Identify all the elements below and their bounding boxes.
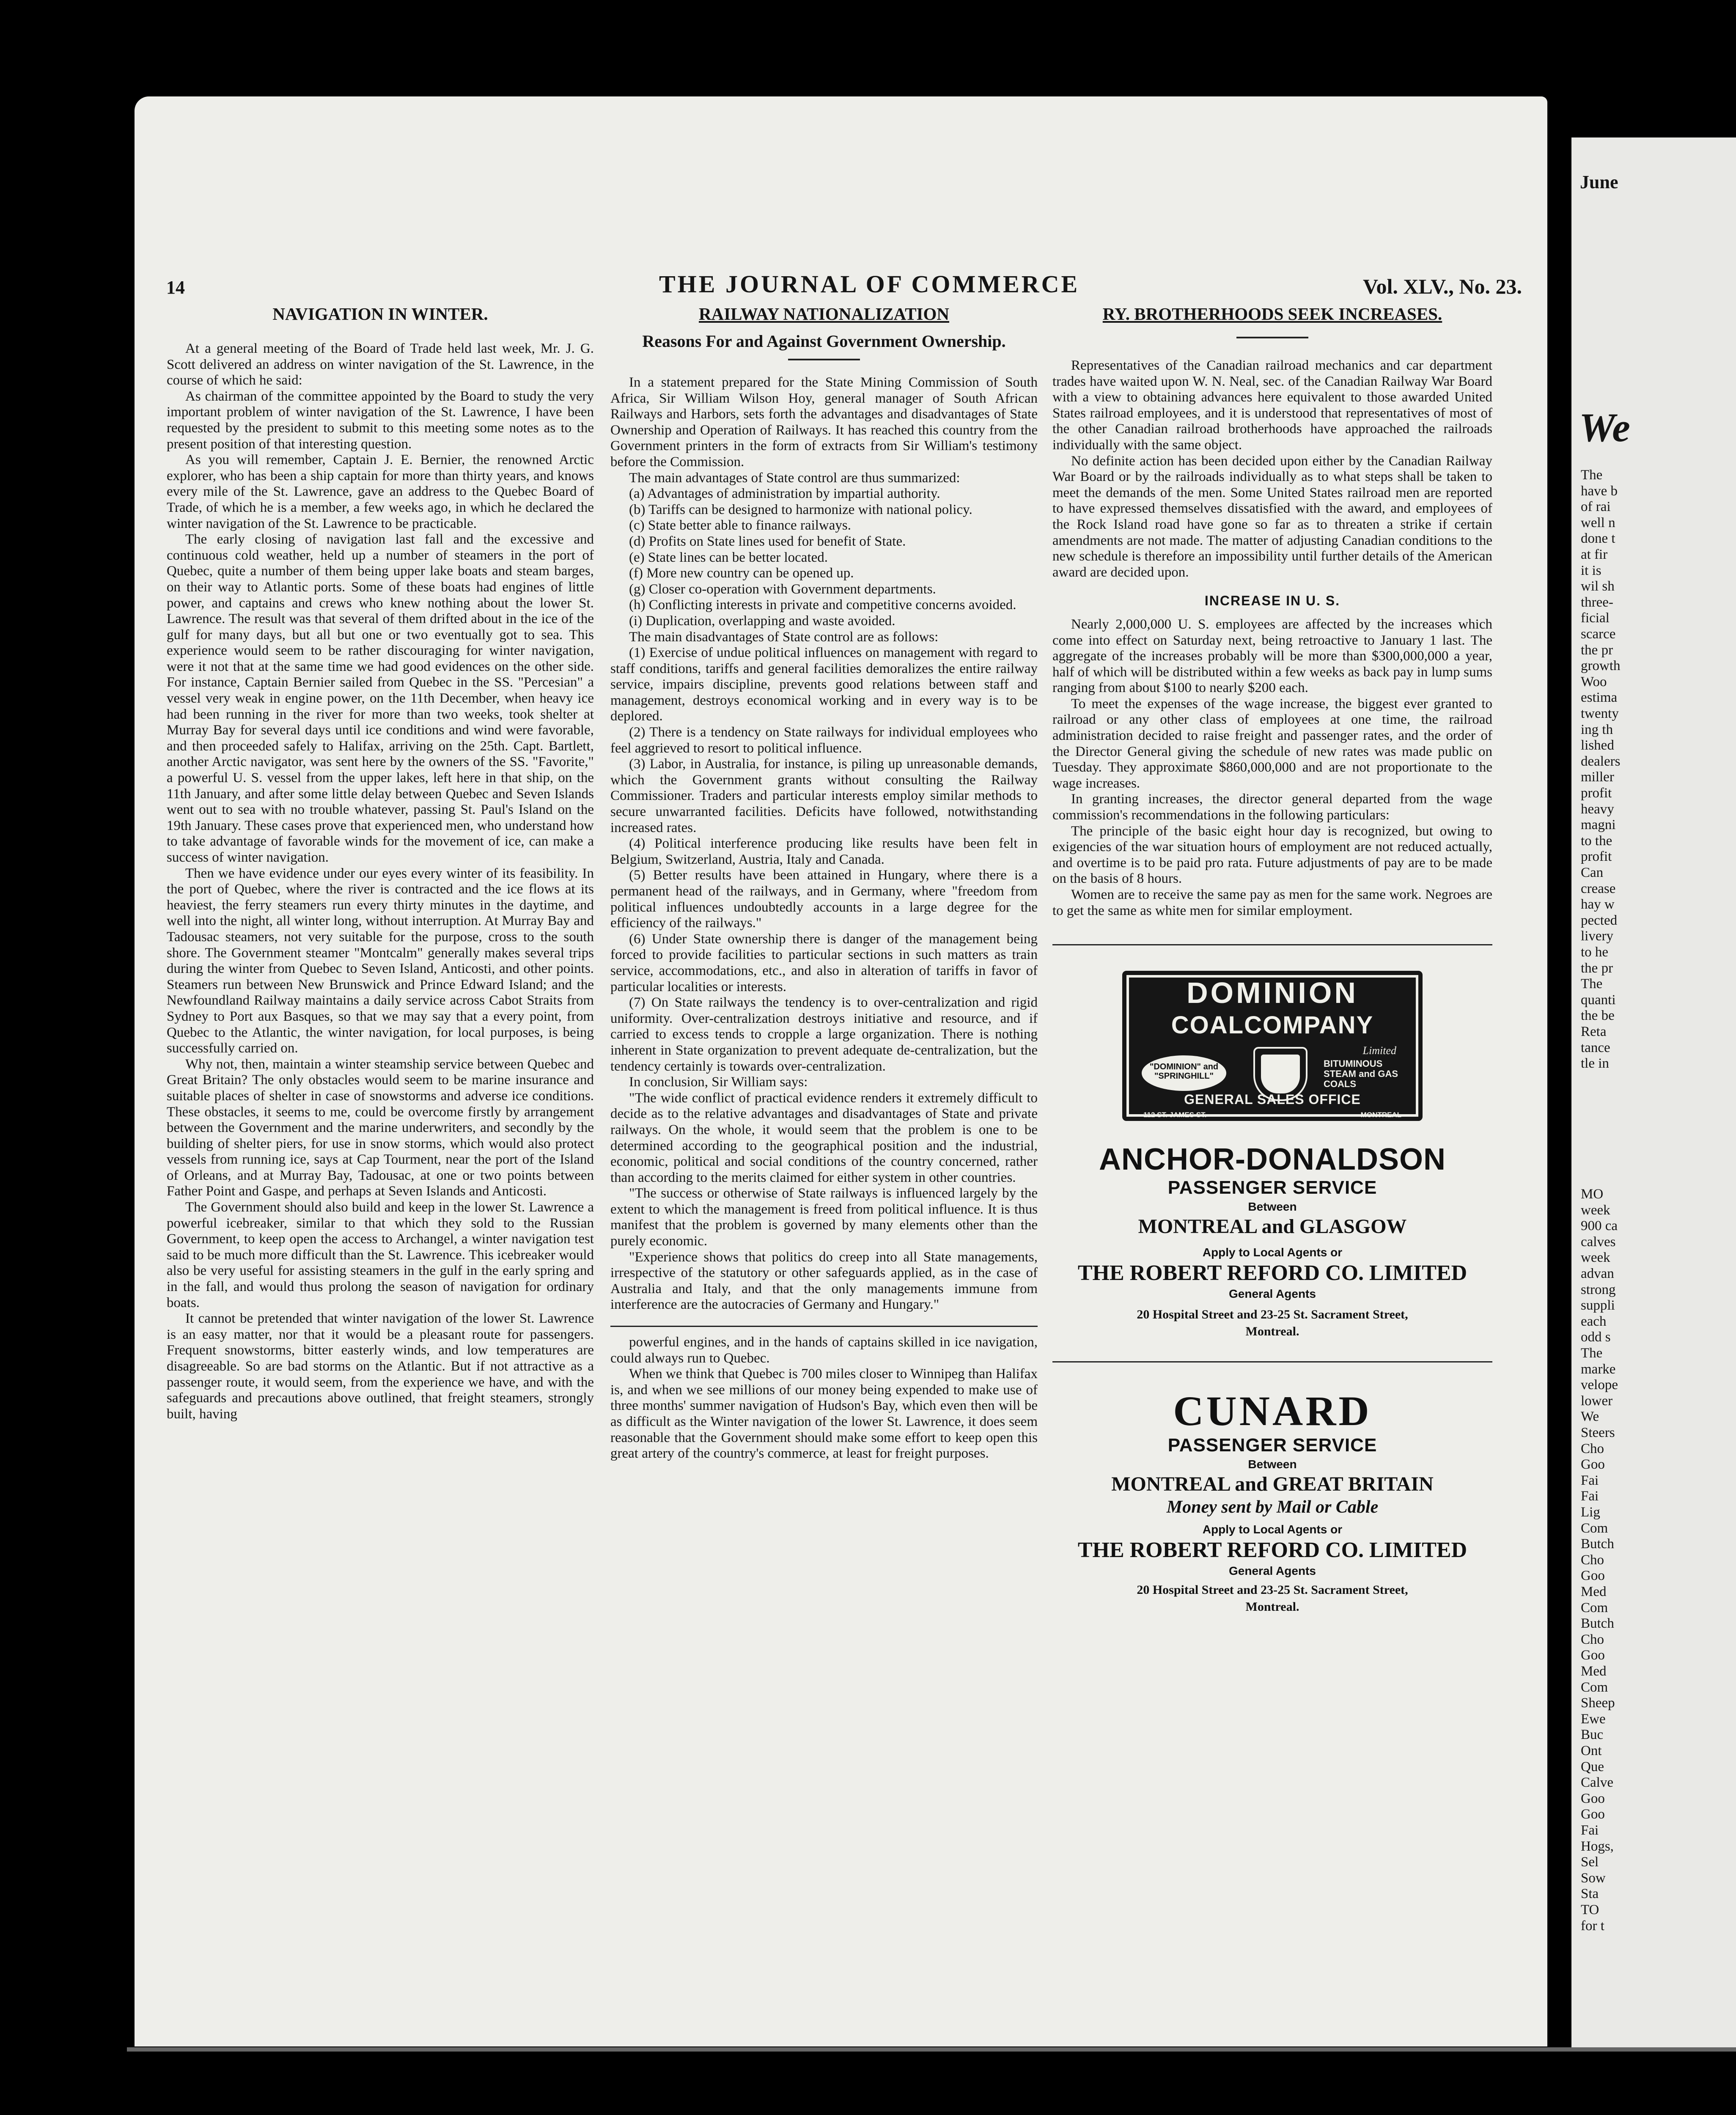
dominion-address: 112 ST. JAMES ST. <box>1143 1111 1207 1119</box>
article-paragraph: In granting increases, the director general departed from the wage commission's recommendations in the following particulars: <box>1052 791 1492 823</box>
fragment-line: The <box>1581 976 1603 992</box>
dominion-city: MONTREAL <box>1360 1111 1401 1119</box>
article-title-brotherhoods: RY. BROTHERHOODS SEEK INCREASES. <box>1102 304 1442 324</box>
journal-title: THE JOURNAL OF COMMERCE <box>659 270 1080 298</box>
fragment-line: Goo <box>1581 1457 1605 1472</box>
page-header <box>135 265 1547 305</box>
fragment-line: magni <box>1581 817 1616 833</box>
article-paragraph: (f) More new country can be opened up. <box>629 566 854 581</box>
fragment-line: crease <box>1581 881 1616 896</box>
article-paragraph: Why not, then, maintain a winter steamship service between Quebec and Great Britain? The only obstacles would seem to be marine insurance and suitable places of shelter in case of snowstorms and adverse ice conditions. These obstacles, it seems to me, could be overcome firstly by arrangement between the Government and the marine underwriters, and secondly by the building of shelter piers, for use in snow storms, which would also protect vessels from running ice, says at Cap Tourment, near the port of the Island of Orleans, and at Murray Bay, Tadousac, at one or two points between Father Point and Gaspe, and perhaps at Seven Islands and Anticosti. <box>167 1056 594 1199</box>
dominion-address-line <box>1143 1107 1401 1123</box>
fragment-line: twenty <box>1581 706 1619 721</box>
fragment-line: of rai <box>1581 499 1611 515</box>
dominion-coal-logo-box <box>1122 971 1423 1121</box>
fragment-line: tle in <box>1581 1056 1609 1071</box>
fragment-line: to he <box>1581 945 1609 960</box>
article-paragraph: (7) On State railways the tendency is to over-centralization and rigid uniformity. Over-centralization destroys initiative and resource, and if carried to excess tends to cropple a large organization. There is nothing inherent in State organization to prevent adequate de-centralization, but the tendency certainly is towards over-centralization. <box>610 995 1038 1074</box>
fragment-line: week <box>1581 1202 1610 1218</box>
fragment-line: MO <box>1581 1187 1604 1202</box>
article-title-navigation: NAVIGATION IN WINTER. <box>272 304 488 324</box>
fragment-line: Que <box>1581 1759 1604 1774</box>
fragment-line: Butch <box>1581 1616 1614 1632</box>
dominion-office: GENERAL SALES OFFICE <box>1184 1092 1361 1107</box>
fragment-line: miller <box>1581 769 1614 785</box>
next-page-heading-fragment: We <box>1579 405 1630 450</box>
article-paragraph: Women are to receive the same pay as men for the same work. Negroes are to get the same as white men for similar employment. <box>1052 887 1492 918</box>
article-paragraph: powerful engines, and in the hands of captains skilled in ice navigation, could always run to Quebec. <box>610 1335 1038 1366</box>
cunard-between: Between <box>1248 1458 1297 1471</box>
adjacent-page-fragment <box>1571 137 1736 2049</box>
fragment-line: Com <box>1581 1600 1608 1615</box>
article-paragraph: "Experience shows that politics do creep into all State managements, irrespective of the statutory or other safeguards applied, as in the case of Australia and Italy, and that the only managements immune from interference are the autocracies of Germany and Hungary." <box>610 1249 1038 1313</box>
fragment-line: Steers <box>1581 1425 1615 1440</box>
fragment-line: suppli <box>1581 1298 1615 1313</box>
fragment-line: three- <box>1581 594 1613 610</box>
article-paragraph: (3) Labor, in Australia, for instance, is piling up unreasonable demands, which the Government grants without consulting the Railway Commissioner. Traders and particular interests employ similar methods to secure unwarranted facilities. Deficits have followed, notwithstanding increased rates. <box>610 756 1038 835</box>
fragment-line: Com <box>1581 1679 1608 1695</box>
article-paragraph: In a statement prepared for the State Mining Commission of South Africa, Sir William Wilson Hoy, general manager of South African Railways and Harbors, sets forth the advantages and disadvantages of State Ownership and Operation of Railways. It has reached this country from the Government printers in the form of extracts from Sir William's testimony before the Commission. <box>610 375 1038 470</box>
article-paragraph: In conclusion, Sir William says: <box>629 1074 808 1090</box>
fragment-line: Sta <box>1581 1886 1599 1902</box>
fragment-line: 900 ca <box>1581 1218 1618 1234</box>
fragment-line: to the <box>1581 833 1612 849</box>
fragment-line: the be <box>1581 1008 1615 1024</box>
fragment-line: Lig <box>1581 1505 1600 1520</box>
dominion-name: DOMINION <box>1187 976 1358 1010</box>
fragment-line: tance <box>1581 1040 1610 1055</box>
fragment-line: the pr <box>1581 642 1613 658</box>
fragment-line: Calve <box>1581 1775 1613 1791</box>
fragment-line: Can <box>1581 865 1604 880</box>
fragment-line: Med <box>1581 1664 1607 1679</box>
fragment-line: Ewe <box>1581 1711 1606 1727</box>
fragment-line: Ont <box>1581 1743 1602 1758</box>
fragment-line: The <box>1581 467 1603 483</box>
ad-cunard <box>1052 1388 1492 1615</box>
article-paragraph: Nearly 2,000,000 U. S. employees are affected by the increases which come into effect on Saturday next, being retroactive to January 1 last. The aggregate of the increases probably will be more than $300,000,000 a year, half of which will be distributed within a few weeks as back pay in lump sums ranging from about $100 to nearly $200 each. <box>1052 616 1492 696</box>
next-page-header: June <box>1580 172 1618 192</box>
article-paragraph: "The wide conflict of practical evidence renders it extremely difficult to decide as to the relative advantages and disadvantages of State and private railways. On the whole, it would seem that the problem is one to be determined according to the geographical position and the industrial, economic, political and social conditions of the country concerned, rather than according to the merits claimed for either system in other countries. <box>610 1090 1038 1185</box>
fragment-line: TO <box>1581 1902 1599 1917</box>
fragment-line: Fai <box>1581 1472 1599 1488</box>
dominion-limited: Limited <box>1362 1044 1396 1057</box>
anchor-route: MONTREAL and GLASGOW <box>1138 1215 1407 1238</box>
article-paragraph: The Government should also build and keep in the lower St. Lawrence a powerful icebreaker, similar to that which they sold to the Russian Government, to keep open the access to Archangel, a winter navigation test said to be much more difficult than the St. Lawrence. This icebreaker would also be very useful for assisting steamers in the gulf in the early spring and in the fall, and would thus prolong the season of navigation for ordinary boats. <box>167 1200 594 1310</box>
fragment-line: velope <box>1581 1377 1618 1393</box>
fragment-line: Hogs, <box>1581 1838 1614 1854</box>
volume-issue: Vol. XLV., No. 23. <box>1362 275 1522 298</box>
article-paragraph: At a general meeting of the Board of Trade held last week, Mr. J. G. Scott delivered an address on winter navigation of the St. Lawrence, in the course of which he said: <box>167 341 594 388</box>
cunard-route: MONTREAL and GREAT BRITAIN <box>1111 1473 1434 1496</box>
fragment-line: lower <box>1581 1393 1613 1409</box>
fragment-line: hay w <box>1581 897 1615 912</box>
article-paragraph: The main advantages of State control are thus summarized: <box>629 470 960 486</box>
fragment-line: for t <box>1581 1918 1604 1934</box>
article-paragraph: No definite action has been decided upon either by the Canadian Railway War Board or by the railroads individually as to what steps shall be taken to meet the demands of the men. Some United States railroad men are reported to have expressed themselves dissatisfied with the award, and employees of the Rock Island road have gone so far as to threaten a strike if certain amendments are not made. The matter of adjusting Canadian conditions to the new schedule is therefore an impossibility until further details of the American award are decided upon. <box>1052 453 1492 580</box>
fragment-line: We <box>1581 1409 1599 1425</box>
fragment-line: week <box>1581 1250 1610 1266</box>
fragment-line: pected <box>1581 912 1618 928</box>
anchor-name: ANCHOR-DONALDSON <box>1099 1143 1446 1177</box>
fragment-line: ficial <box>1581 610 1610 626</box>
page-number: 14 <box>166 277 185 298</box>
fragment-line: scarce <box>1581 626 1616 642</box>
article-paragraph: (d) Profits on State lines used for benefit of State. <box>629 533 906 549</box>
article-paragraph: "The success or otherwise of State railways is influenced largely by the extent to which the management is freed from political influence. It is thus manifest that the problem is governed by many elements other than the purely economic. <box>610 1186 1038 1249</box>
fragment-line: Buc <box>1581 1727 1604 1743</box>
article-paragraph: As you will remember, Captain J. E. Bernier, the renowned Arctic explorer, who has been a ship captain for more than thirty years, and knows every mile of the St. Lawrence, gave an address to the Quebec Board of Trade, of which he is a member, a few weeks ago, in which he declared the winter navigation of the St. Lawrence to be practicable. <box>167 452 594 531</box>
fragment-line: Reta <box>1581 1024 1607 1039</box>
fragment-line: profit <box>1581 849 1612 865</box>
article-paragraph: As chairman of the committee appointed by the Board to study the very important problem of winter navigation of the St. Lawrence, I have been requested by the president to submit to this meeting some notes as to the present position of that interesting question. <box>167 388 594 452</box>
column-railway <box>610 304 1038 1462</box>
fragment-line: marke <box>1581 1361 1616 1377</box>
anchor-between: Between <box>1248 1200 1297 1214</box>
fragment-line: Fai <box>1581 1489 1599 1504</box>
cunard-name: CUNARD <box>1173 1387 1372 1435</box>
fragment-line: each <box>1581 1313 1607 1329</box>
ad-dominion-coal <box>1052 971 1492 1121</box>
article-paragraph: (h) Conflicting interests in private and competitive concerns avoided. <box>629 597 1016 613</box>
fragment-line: Fai <box>1581 1823 1599 1838</box>
article-title-railway: RAILWAY NATIONALIZATION <box>699 304 949 324</box>
article-paragraph: Then we have evidence under our eyes every winter of its feasibility. In the port of Quebec, where the river is contracted and the ice flows at its heaviest, the ferry steamers run every thirty minutes in the daytime, and well into the night, all winter long, without interruption. At Murray Bay and Tadousac steamers, not very suitable for the purpose, cross to the south shore. The Government steamer "Montcalm" generally makes several trips during the winter from Quebec to Seven Island, Anticosti, and other points. Steamers run between New Brunswick and Prince Edward Island; and the Newfoundland Railway maintains a daily service across Cabot Straits from Sydney to Port aux Basques, so that we may say that a every point, from Quebec to the Atlantic, the winter navigation, for local purposes, is being successfully carried on. <box>167 865 594 1056</box>
article-paragraph: (6) Under State ownership there is danger of the management being forced to provide facilities to particular sections in such matters as train service, accommodations, etc., and also in alteration of tariffs in favor of particular localities or interests. <box>610 931 1038 994</box>
fragment-line: strong <box>1581 1282 1616 1297</box>
article-paragraph: It cannot be pretended that winter navigation of the lower St. Lawrence is an easy matter, nor that it would be a pleasant route for passengers. Frequent snowstorms, bitter easterly winds, and low temperatures are disagreeable. So are bad storms on the Atlantic. But if not attractive as a passenger route, it would seem, from the experience we have, and with the safeguards and precautions above outlined, that freight steamers, strongly built, having <box>167 1311 594 1422</box>
cunard-agent: THE ROBERT REFORD CO. LIMITED <box>1077 1538 1467 1563</box>
fragment-line: profit <box>1581 786 1612 801</box>
fragment-line: lished <box>1581 738 1614 753</box>
fragment-line: done t <box>1581 531 1615 547</box>
fragment-line: it is <box>1581 563 1601 578</box>
cunard-money: Money sent by Mail or Cable <box>1166 1497 1379 1517</box>
fragment-line: wil sh <box>1581 579 1615 594</box>
newspaper-page <box>135 96 1547 2046</box>
article-subtitle-railway: Reasons For and Against Government Ownership. <box>642 332 1006 351</box>
fragment-line: Sow <box>1581 1870 1606 1886</box>
fragment-line: quanti <box>1581 992 1616 1008</box>
dominion-coal-type: BITUMINOUS STEAM and GAS COALS <box>1324 1058 1398 1090</box>
fragment-line: Goo <box>1581 1568 1605 1584</box>
anchor-city: Montreal. <box>1245 1324 1299 1339</box>
fragment-line: dealers <box>1581 753 1621 769</box>
article-paragraph: (i) Duplication, overlapping and waste avoided. <box>629 613 895 629</box>
article-paragraph: When we think that Quebec is 700 miles closer to Winnipeg than Halifax is, and when we see millions of our money being expended to make use of three months' summer navigation of Hudson's Bay, which even then will be as difficult as the Winter navigation of the lower St. Lawrence, it does seem reasonable that the Government should make some effort to keep open this great artery of the country's commerce, at least for freight purposes. <box>610 1366 1038 1461</box>
fragment-line: odd s <box>1581 1329 1611 1345</box>
article-paragraph: (4) Political interference producing like results have been felt in Belgium, Switzerland, Austria, Italy and Canada. <box>610 836 1038 867</box>
cunard-general: General Agents <box>1229 1564 1316 1578</box>
column-brotherhoods <box>1052 304 1492 1615</box>
anchor-service: PASSENGER SERVICE <box>1167 1177 1377 1198</box>
fragment-line: Cho <box>1581 1552 1604 1568</box>
cunard-address: 20 Hospital Street and 23-25 St. Sacrament Street, <box>1137 1583 1408 1597</box>
anchor-agent: THE ROBERT REFORD CO. LIMITED <box>1077 1261 1467 1285</box>
article-paragraph: (b) Tariffs can be designed to harmonize with national policy. <box>629 502 972 517</box>
fragment-line: Com <box>1581 1520 1608 1536</box>
fragment-line: calves <box>1581 1234 1616 1250</box>
article-paragraph: (c) State better able to finance railways. <box>629 518 852 533</box>
subhead-increase: INCREASE IN U. S. <box>1204 593 1340 609</box>
column-navigation <box>167 304 594 1422</box>
fragment-line: Butch <box>1581 1536 1614 1552</box>
cross-icon <box>1261 1055 1300 1093</box>
fragment-line: Sheep <box>1581 1695 1615 1711</box>
cunard-service: PASSENGER SERVICE <box>1167 1435 1377 1456</box>
article-paragraph: To meet the expenses of the wage increase, the biggest ever granted to railroad or any other class of employees at one time, the railroad administration decided to raise freight and passenger rates, and the order of the Director General giving the schedule of new rates was made public on Tuesday. They approximate $860,000,000 and are not proportionate to the wage increases. <box>1052 696 1492 791</box>
fragment-line: growth <box>1581 658 1621 674</box>
article-paragraph: (2) There is a tendency on State railways for individual employees who feel aggrieved to resort to political influence. <box>610 725 1038 756</box>
anchor-apply: Apply to Local Agents or <box>1202 1246 1343 1259</box>
fragment-line: Goo <box>1581 1807 1605 1822</box>
dominion-brands: "DOMINION" and "SPRINGHILL" <box>1142 1055 1226 1091</box>
fragment-line: Cho <box>1581 1441 1604 1456</box>
fragment-line: advan <box>1581 1266 1614 1281</box>
dominion-company: COALCOMPANY <box>1171 1011 1374 1039</box>
fragment-line: Cho <box>1581 1632 1604 1647</box>
fragment-line: Med <box>1581 1584 1607 1599</box>
page-bottom-edge <box>127 2047 1736 2052</box>
article-paragraph: Representatives of the Canadian railroad mechanics and car department trades have waited upon W. N. Neal, sec. of the Canadian Railway War Board with a view to obtaining advances here equivalent to those awarded United States railroad employees, and it is understood that representatives of most of the other Canadian railroad brotherhoods have approached the railroads individually with the same object. <box>1052 358 1492 453</box>
article-paragraph: (a) Advantages of administration by impartial authority. <box>629 486 940 502</box>
article-paragraph: (1) Exercise of undue political influences on management with regard to staff conditions, tariffs and general facilities demoralizes the entire railway service, impairs discipline, prevents good relations between staff and management, destroys economical working and in every way is to be deplored. <box>610 645 1038 724</box>
anchor-address: 20 Hospital Street and 23-25 St. Sacrament Street, <box>1137 1307 1408 1322</box>
fragment-line: estima <box>1581 690 1618 706</box>
fragment-line: Woo <box>1581 674 1607 689</box>
article-paragraph: The early closing of navigation last fall and the excessive and continuous cold weather, held up a number of steamers in the port of Quebec, quite a number of them being upper lake boats and steam barges, on their way to Atlantic ports. Some of these boats had engines of little power, and captains and crews who knew nothing about the lower St. Lawrence. The result was that several of them drifted about in the ice of the gulf for many days, but all but one or two eventually got to sea. This experience would seem to be rather discouraging for winter navigation, were it not that at the same time we had good evidences on the other side. For instance, Captain Bernier sailed from Quebec in the SS. "Percesian" a vessel very weak in engine power, on the 11th December, when heavy ice had been running in the river for more than two weeks, took shelter at Murray Bay for several days until ice conditions and wind were favorable, and then proceeded safely to Halifax, arriving on the 25th. Capt. Bartlett, another Arctic navigator, was sent here by the owners of the SS. "Favorite," a powerful U. S. vessel from the upper lakes, left here in that ship, on the 11th January, and after some little delay between Quebec and Seven Islands went out to sea with no trouble whatever, passing St. Paul's Island on the 19th January. These cases prove that experienced men, who understand how to take advantage of favorable winds for the movement of ice, can make a success of winter navigation. <box>167 532 594 865</box>
cunard-apply: Apply to Local Agents or <box>1202 1523 1343 1536</box>
article-paragraph: The principle of the basic eight hour day is recognized, but owing to exigencies of the war situation hours of employment are not reduced actually, and overtime is to be paid pro rata. Future adjustments of pay are to be made on the basis of 8 hours. <box>1052 823 1492 887</box>
article-paragraph: The main disadvantages of State control are as follows: <box>629 629 939 645</box>
fragment-line: the pr <box>1581 960 1613 976</box>
anchor-general: General Agents <box>1229 1287 1316 1301</box>
fragment-line: Goo <box>1581 1648 1605 1663</box>
article-paragraph: (e) State lines can be better located. <box>629 549 828 565</box>
fragment-line: heavy <box>1581 801 1614 817</box>
fragment-line: livery <box>1581 928 1613 944</box>
fragment-line: well n <box>1581 515 1615 530</box>
ad-anchor-donaldson <box>1052 1142 1492 1340</box>
fragment-line: have b <box>1581 483 1618 499</box>
fragment-line: at fir <box>1581 547 1608 562</box>
fragment-line: The <box>1581 1346 1603 1361</box>
fragment-line: Sel <box>1581 1854 1599 1870</box>
article-paragraph: (5) Better results have been attained in Hungary, where there is a permanent head of the railways, and in Germany, where "freedom from political influences undoubtedly accounts in a large degree for the efficiency of the railways." <box>610 868 1038 931</box>
fragment-line: ing th <box>1581 722 1613 737</box>
article-paragraph: (g) Closer co-operation with Government departments. <box>629 581 936 597</box>
fragment-line: Goo <box>1581 1791 1605 1806</box>
cunard-city: Montreal. <box>1245 1600 1299 1614</box>
